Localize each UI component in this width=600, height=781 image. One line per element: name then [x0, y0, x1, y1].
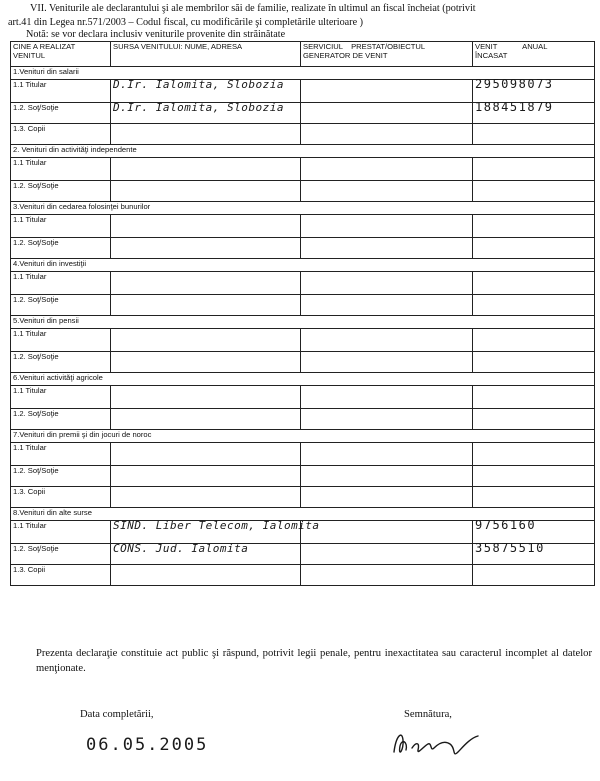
section-title: 1.Venituri din salarii — [11, 67, 595, 80]
row-label: 1.1 Titular — [11, 215, 111, 238]
row-service-cell — [301, 352, 473, 373]
row-service-cell — [301, 158, 473, 181]
row-source-cell — [111, 386, 301, 409]
row-source-cell — [111, 295, 301, 316]
section-title: 5.Venituri din pensii — [11, 316, 595, 329]
row-service-cell — [301, 215, 473, 238]
row-service-cell — [301, 103, 473, 124]
row-amount-cell — [473, 466, 595, 487]
header-service: SERVICIUL PRESTAT/OBIECTUL GENERATOR DE VENIT — [301, 42, 473, 67]
row-label: 1.2. Soţ/Soţie — [11, 352, 111, 373]
table-body — [11, 67, 595, 586]
row-service-cell — [301, 521, 473, 544]
heading-note: Notă: se vor declara inclusiv veniturile provenite din străinătate — [26, 29, 286, 40]
row-source: D.Ir. Ialomita, Slobozia — [113, 101, 284, 114]
table-row — [11, 329, 595, 352]
section-title: 3.Venituri din cedarea folosinţei bunurilor — [11, 202, 595, 215]
table-row — [11, 215, 595, 238]
section-title: 8.Venituri din alte surse — [11, 508, 595, 521]
row-amount: 188451879 — [475, 100, 554, 114]
row-label: 1.2. Soţ/Soţie — [11, 409, 111, 430]
row-label: 1.3. Copii — [11, 487, 111, 508]
date-label: Data completării, — [80, 709, 154, 720]
heading-line-1: VII. Veniturile ale declarantului şi ale membrilor săi de familie, realizate în ultimul an fiscal încheiat (potrivit — [30, 3, 476, 14]
table-row — [11, 565, 595, 586]
row-amount-cell — [473, 409, 595, 430]
row-amount-cell — [473, 124, 595, 145]
section-title: 2. Venituri din activităţi independente — [11, 145, 595, 158]
row-amount-cell — [473, 181, 595, 202]
row-service-cell — [301, 238, 473, 259]
table-row — [11, 386, 595, 409]
table-row — [11, 466, 595, 487]
heading-line-2: art.41 din Legea nr.571/2003 – Codul fiscal, cu modificările şi completările ulterioare ) — [8, 16, 364, 28]
row-label: 1.2. Soţ/Soţie — [11, 238, 111, 259]
row-label: 1.1 Titular — [11, 443, 111, 466]
row-amount-cell — [473, 272, 595, 295]
row-label: 1.2. Soţ/Soţie — [11, 181, 111, 202]
row-source: CONS. Jud. Ialomita — [113, 542, 249, 555]
row-amount: 9756160 — [475, 518, 537, 532]
table-row — [11, 487, 595, 508]
date-value: 06.05.2005 — [86, 735, 209, 755]
row-source-cell — [111, 519, 320, 544]
row-label: 1.1 Titular — [11, 272, 111, 295]
table-row — [11, 409, 595, 430]
section-row — [11, 316, 595, 329]
row-service-cell — [301, 565, 473, 586]
signature-image — [386, 722, 496, 767]
table-row — [11, 238, 595, 259]
row-source: D.Ir. Ialomita, Slobozia — [113, 78, 284, 91]
row-source-cell — [111, 443, 301, 466]
table-row — [11, 443, 595, 466]
row-service-cell — [301, 329, 473, 352]
row-label: 1.1 Titular — [11, 80, 111, 103]
legal-statement: Prezenta declaraţie constituie act public şi răspund, potrivit legii penale, pentru inexactitatea sau caracterul incomplet al datelor menţionate. — [36, 648, 592, 674]
row-amount-cell — [473, 565, 595, 586]
signature-label: Semnătura, — [404, 709, 452, 720]
row-amount-cell — [473, 329, 595, 352]
row-service-cell — [301, 80, 473, 103]
table-header-row — [11, 42, 595, 67]
row-service-cell — [301, 124, 473, 145]
row-source: SIND. Liber Telecom, Ialomita — [113, 519, 320, 532]
table-row — [11, 544, 595, 565]
row-amount-cell — [473, 386, 595, 409]
row-amount-cell — [473, 443, 595, 466]
row-service-cell — [301, 443, 473, 466]
row-amount-cell — [473, 100, 595, 124]
row-source-cell — [111, 80, 301, 103]
row-label: 1.2. Soţ/Soţie — [11, 103, 111, 124]
row-source-cell — [111, 272, 301, 295]
row-service-cell — [301, 409, 473, 430]
header-amount: VENIT ANUAL ÎNCASAT — [473, 42, 595, 67]
section-row — [11, 145, 595, 158]
row-service-cell — [301, 272, 473, 295]
row-amount-cell — [473, 215, 595, 238]
section-heading — [8, 2, 596, 29]
table-row — [11, 158, 595, 181]
row-service-cell — [301, 295, 473, 316]
section-row — [11, 430, 595, 443]
row-service-cell — [301, 544, 473, 565]
table-row — [11, 124, 595, 145]
row-label: 1.3. Copii — [11, 124, 111, 145]
section-row — [11, 259, 595, 272]
table-row — [11, 295, 595, 316]
row-label: 1.2. Soţ/Soţie — [11, 466, 111, 487]
row-service-cell — [301, 466, 473, 487]
row-source-cell — [111, 466, 301, 487]
row-amount-cell — [473, 238, 595, 259]
row-source-cell — [111, 329, 301, 352]
row-source-cell — [111, 103, 301, 124]
header-source: SURSA VENITULUI: NUME, ADRESA — [111, 42, 301, 67]
row-amount-cell — [473, 158, 595, 181]
table-row — [11, 103, 595, 124]
row-label: 1.3. Copii — [11, 565, 111, 586]
section-title: 7.Venituri din premii şi din jocuri de noroc — [11, 430, 595, 443]
row-label: 1.2. Soţ/Soţie — [11, 544, 111, 565]
row-amount-cell — [473, 541, 595, 565]
table-row — [11, 352, 595, 373]
row-amount-cell — [473, 352, 595, 373]
row-label: 1.2. Soţ/Soţie — [11, 295, 111, 316]
section-row — [11, 373, 595, 386]
table-row — [11, 181, 595, 202]
row-label: 1.1 Titular — [11, 329, 111, 352]
row-label: 1.1 Titular — [11, 158, 111, 181]
row-amount-cell — [473, 295, 595, 316]
row-source-cell — [111, 565, 301, 586]
row-amount: 295098073 — [475, 77, 554, 91]
row-source-cell — [111, 409, 301, 430]
row-source-cell — [111, 352, 301, 373]
row-service-cell — [301, 487, 473, 508]
table-row — [11, 272, 595, 295]
row-label: 1.1 Titular — [11, 386, 111, 409]
section-row — [11, 202, 595, 215]
row-source-cell — [111, 181, 301, 202]
section-title: 4.Venituri din investiţii — [11, 259, 595, 272]
row-source-cell — [111, 215, 301, 238]
row-source-cell — [111, 124, 301, 145]
row-source-cell — [111, 544, 301, 565]
row-amount: 35875510 — [475, 541, 545, 555]
row-service-cell — [301, 386, 473, 409]
row-source-cell — [111, 158, 301, 181]
row-source-cell — [111, 238, 301, 259]
header-who: CINE A REALIZAT VENITUL — [11, 42, 111, 67]
row-service-cell — [301, 181, 473, 202]
section-title: 6.Venituri activităţi agricole — [11, 373, 595, 386]
row-source-cell — [111, 487, 301, 508]
row-label: 1.1 Titular — [11, 521, 111, 544]
income-table — [10, 41, 595, 586]
row-amount-cell — [473, 487, 595, 508]
